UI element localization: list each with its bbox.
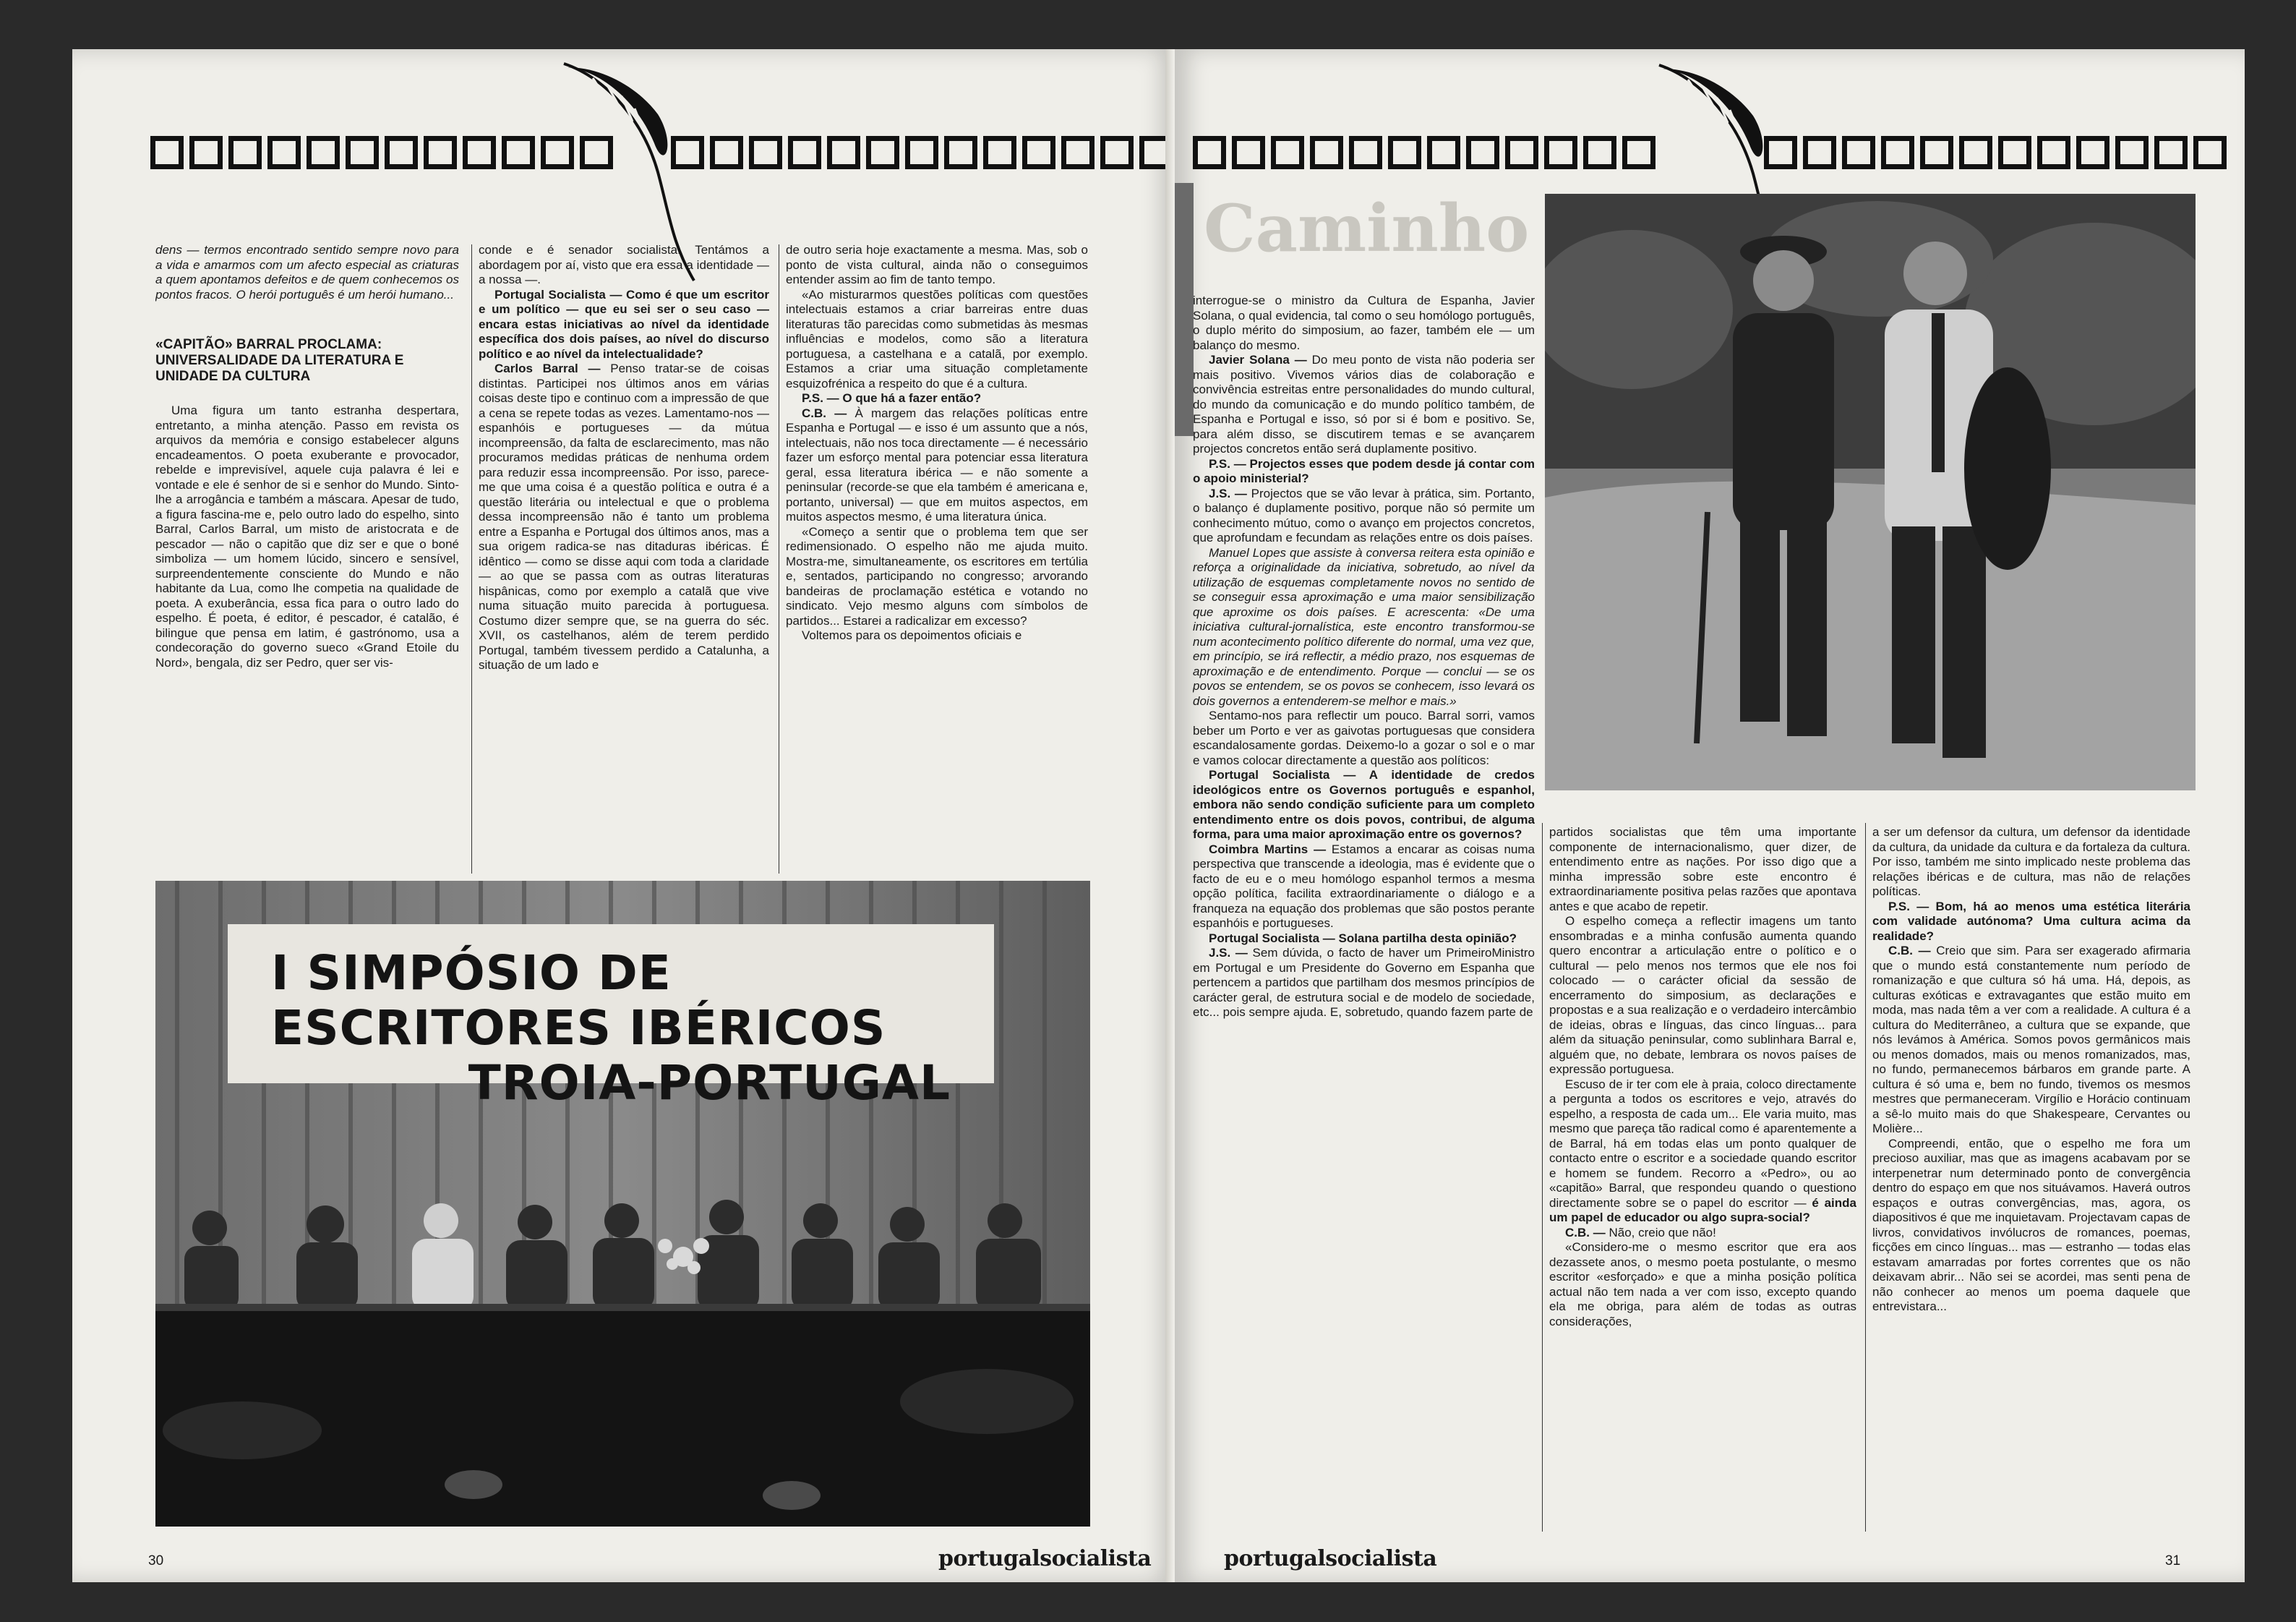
body-paragraph: «Começo a sentir que o problema tem que ser redimensionado. O espelho não me ajuda muito. Mostra-me, simultaneamente, os escritores em tertúlia e, sentados, participando no congresso; arvorando bandeiras de proclamação estética e votando no sindicato. Vejo mesmo alguns com símbolos de partidos... Estarei a radicalizar em excesso? bbox=[786, 524, 1088, 628]
section-heading: «CAPITÃO» BARRAL PROCLAMA: UNIVERSALIDADE DA LITERATURA E UNIDADE DA CULTURA bbox=[155, 337, 404, 384]
speaker: Coimbra Martins — bbox=[1209, 842, 1327, 856]
body-paragraph: Sentamo-nos para reflectir um pouco. Barral sorri, vamos beber um Porto e ver as gaivotas portuguesas que considera escandalosamente gordas. Deixemo-lo a gozar o sol e o mar e vamos colocar directamente a questão aos políticos: bbox=[1193, 709, 1535, 767]
right-column-2 bbox=[1549, 825, 1856, 1532]
answer: Não, creio que não! bbox=[1609, 1225, 1716, 1239]
bleed-strip bbox=[1175, 183, 1194, 436]
decorative-box-row-right bbox=[1193, 136, 1655, 169]
body-paragraph: Compreendi, então, que o espelho me fora um precioso auxiliar, mas que as imagens acabavam por se interpenetrar num determinado ponto de convergência dentro do espaço em que nos situávamos. Haverá outros espaços e outras convergências, mas, agora, os diapositivos é que me inquietavam. Projectavam capas de livros, convidativos invólucros de romances, poemas, ficções em cinco línguas... mas — estranho — todas elas estavam amarradas por fortes correntes que os não deixavam abrir... Não sei se acordei, mas senti pena de não conhecer ao menos um poema daquele que entrevistara... bbox=[1872, 1136, 2190, 1313]
speaker: J.S. — bbox=[1209, 946, 1248, 960]
body-paragraph: «Considero-me o mesmo escritor que era aos dezassete anos, o mesmo poeta postulante, o mesmo escritor «esforçado» e que a minha posição política actual não tem nada a ver com isso, excepto quando ela me obriga, para além de todas as outras considerações, bbox=[1549, 1240, 1856, 1328]
question: Portugal Socialista — Solana partilha desta opinião? bbox=[1209, 931, 1517, 945]
body-paragraph: Escuso de ir ter com ele à praia, coloco directamente a pergunta a todos os escritores e vejo, através do espelho, a resposta de cada um... Ele varia muito, mas mesmo que pareça tão radical como é aparentemente a de Barral, há em todas elas um ponto qualquer de contacto entre o escritor e a sociedade quando escritor e homem se fundem. Recorro a «Pedro», ou ao «capitão» Barral, que respondeu quando o questiono directamente sobre se o papel do escritor — é ainda um papel de educador ou algo supra-social? bbox=[1549, 1077, 1856, 1224]
page-number: 30 bbox=[148, 1553, 164, 1568]
italic-paragraph: Manuel Lopes que assiste à conversa reitera esta opinião e reforça a originalidade da iniciativa, sobretudo, ao nível da utilização de esquemas completamente novos no sentido de se conseguir essa aproximação e uma maior sensibilização que aproxime os dois países. E acrescenta: «De uma iniciativa cultural-jornalística, este encontro transformou-se num acontecimento político diferente do normal, uma vez que, em princípio, se irá reflectir, a médio prazo, nos esquemas de aproximação e de entendimento. Porque — conclui — se os povos se entendem, se os povos se conhecem, isso levará os dois governos a entenderem-se melhor e mais.» bbox=[1193, 545, 1535, 708]
question: P.S. — Projectos esses que podem desde já contar com o apoio ministerial? bbox=[1193, 456, 1535, 485]
body-paragraph: Voltemos para os depoimentos oficiais e bbox=[802, 628, 1022, 642]
right-column-1 bbox=[1193, 294, 1535, 1532]
banner-line-2: TROIA-PORTUGAL bbox=[468, 1055, 951, 1111]
body-paragraph: interrogue-se o ministro da Cultura de Espanha, Javier Solana, o qual evidencia, tal como o seu homólogo português, o duplo mérito do simposium, ao fazer, também ele — um balanço do mesmo. bbox=[1193, 294, 1535, 352]
question: P.S. — Bom, há ao menos uma estética literária com validade autónoma? Uma cultura acima da realidade? bbox=[1872, 899, 2190, 943]
right-page bbox=[1175, 49, 2245, 1582]
question: Portugal Socialista — Como é que um escritor e um político — que eu sei ser o seu caso — encara estas iniciativas ao nível da identidade específica dos dois países, ao nível do discurso político e ao nível da intelectualidade? bbox=[479, 287, 769, 361]
background-heading: Caminho bbox=[1204, 190, 1530, 267]
right-column-3 bbox=[1872, 825, 2190, 1532]
decorative-box-row-left bbox=[150, 136, 613, 169]
answer: Creio que sim. Para ser exagerado afirmaria que o mundo está constantemente num período de romanização e que cultura só há uma. Há, depois, as culturas exóticas e extravagantes que estão muito em moda, mas nada têm a ver com a realidade. A cultura é a cultura do Mediterrâneo, a cultura que se expande, que nós levámos à América. Somos povos germânicos mais ou menos domados, mais ou menos romanizados, mas, no fundo, permanecemos bárbaros em grande parte. A cultura é só uma e, bem no fundo, tivemos os mesmos mestres que permaneceram. Virgílio e Horácio continuam a sê-lo muito mais do que Shakespeare, Cervantes ou Molière... bbox=[1872, 944, 2190, 1135]
speaker: Javier Solana — bbox=[1209, 353, 1307, 367]
body-paragraph: «Ao misturarmos questões políticas com questões intelectuais estamos a criar barreiras entre duas literaturas tão parecidas como submetidas às mesmas influências e modelos, como são a literatura portuguesa, a castelhana e a catalã, por exemplo. Estamos a criar uma situação completamente esquizofrénica a respeito do que é a cultura. bbox=[786, 287, 1088, 390]
ministers-photo bbox=[1545, 194, 2196, 790]
page-number: 31 bbox=[2165, 1553, 2181, 1568]
decorative-box-row-right-2 bbox=[1764, 136, 2227, 169]
left-column-3 bbox=[786, 243, 1088, 879]
left-page bbox=[72, 49, 1175, 1582]
answer: Sem dúvida, o facto de haver um PrimeiroMinistro em Portugal e um Presidente do Governo em Espanha que pertencem a partidos que partilham dos mesmos princípios de carácter geral, de estrutura social e de modelo de sociedade, etc... pois sempre ajuda. E, sobretudo, quando fazem parte de bbox=[1193, 946, 1535, 1019]
question: P.S. — O que há a fazer então? bbox=[802, 391, 982, 405]
answer: Penso tratar-se de coisas distintas. Participei nos últimos anos em várias coisas deste tipo e continuo com a impressão de que a cena se repete todas as vezes. Lamentamo-nos — espanhóis e portugueses — da mútua incompreensão, da falta de esclarecimento, mas não procuramos medidas práticas de nenhuma ordem para reduzir essa incompreensão. Por isso, parece-me que uma coisa é a questão política e outra é a questão literária ou intelectual e que o problema dessa incompreensão não é tanto um problema entre a Espanha e Portugal dos últimos anos, mas a sua origem radica-se nas ditaduras ibéricas. É idêntico — como se disse aqui com toda a claridade — ao que se passa com as outras literaturas hispânicas, como por exemplo a catalã que vive numa situação muito parecida à portuguesa. Costumo dizer sempre que, se na guerra do séc. XVII, os castelhanos, além de terem perdido Portugal, também tivessem perdido a Catalunha, a situação de um lado e bbox=[479, 362, 769, 672]
body-paragraph: a ser um defensor da cultura, um defensor da identidade da cultura, da unidade da cultura e da fortaleza da cultura. Por isso, também me sinto implicado neste problema das relações ibéricas e de cultura, mas não de relações políticas. bbox=[1872, 825, 2190, 898]
speaker: Carlos Barral — bbox=[494, 362, 601, 375]
symposium-photo bbox=[155, 881, 1090, 1527]
left-column-2 bbox=[479, 243, 769, 879]
answer: Projectos que se vão levar à prática, sim. Portanto, o balanço é duplamente positivo, porque não só permite um conhecimento mútuo, como o avanço em projectos concretos, que aprofundam e fecundam as relações entre os dois países. bbox=[1193, 486, 1535, 545]
footer-logo: portugalsocialista bbox=[1224, 1546, 1437, 1571]
symposium-banner bbox=[228, 924, 994, 1111]
speaker: C.B. — bbox=[1888, 944, 1931, 957]
speaker: C.B. — bbox=[802, 406, 847, 420]
decorative-box-row-left-2 bbox=[671, 136, 1173, 169]
body-paragraph: partidos socialistas que têm uma importante componente de internacionalismo, quer dizer, de entendimento entre as nações. Por isso digo que a minha impressão sobre este encontro é extraordinariamente positiva pelas razões que apontava antes e que acabo de repetir. bbox=[1549, 825, 1856, 913]
body-paragraph: de outro seria hoje exactamente a mesma. Mas, sob o ponto de vista cultural, ainda não o conseguimos entender assim ao fim de tanto tempo. bbox=[786, 243, 1088, 286]
banner-line-1: I SIMPÓSIO DE ESCRITORES IBÉRICOS bbox=[271, 945, 886, 1056]
answer: À margem das relações políticas entre Espanha e Portugal — e isso é um assunto que a nós, intelectuais, não nos toca directamente — é necessário fazer um esforço mental para potenciar essa literatura geral, essa literatura ibérica — e não somente a peninsular (recorde-se que ela também é americana e, portanto, universal) — que em muitos aspectos, em muitos aspectos mesmo, é uma literatura única. bbox=[786, 406, 1088, 524]
speaker: C.B. — bbox=[1565, 1225, 1606, 1239]
intro-text: dens — termos encontrado sentido sempre novo para a vida e amarmos com um afecto especial as criaturas a quem apontamos defeitos e de quem conhecemos os pontos fracos. O herói português é um herói humano... bbox=[155, 243, 459, 302]
question: é ainda um papel de educador ou algo supra-social? bbox=[1549, 1195, 1856, 1224]
left-column-1 bbox=[155, 243, 459, 879]
footer-logo: portugalsocialista bbox=[938, 1546, 1152, 1571]
body-paragraph: O espelho começa a reflectir imagens um tanto ensombradas e a minha confusão aumenta quando quero encontrar a articulação entre o político e o cultural — pelo menos nos termos que ele nos foi colocado — o carácter oficial da sessão de encerramento do simposium, as declarações e propostas e a sua realização e o verdadeiro intercâmbio de ideias, obras e línguas, das cinco línguas... para além da situação peninsular, como sublinhara Barral e, alguém que, no debate, lembrara os novos países de expressão portuguesa. bbox=[1549, 914, 1856, 1076]
body-paragraph: Uma figura um tanto estranha despertara, entretanto, a minha atenção. Passo em revista os arquivos da memória e consigo estabelecer alguns encadeamentos. O poeta exuberante e provocador, rebelde e imprevisível, aquele cuja palavra é lei e vontade e ele é senhor de si e senhor do Mundo. Sinto-lhe a arrogância e também a máscara. Apesar de tudo, a figura fascina-me e, pelo outro lado do espelho, sinto Barral, Carlos Barral, um misto de aristocrata e de pescador — não o capitão que diz ser e que o boné simboliza — um homem lúcido, sincero e sensível, surpreendentemente consciente do Mundo e não habitante da Lua, como lhe competia na qualidade de poeta. A exuberância, essa fica para o outro lado do espelho. É poeta, é editor, é pescador, é catalão, é bilingue que pensa em latim, é gastrónomo, usa a condecoração do governo sueco «Grand Etoile du Nord», bengala, diz ser Pedro, quer ser vis- bbox=[155, 404, 459, 670]
question: Portugal Socialista — A identidade de credos ideológicos entre os Governos português e espanhol, embora não sendo condição suficiente para um completo entendimento entre os dois povos, contribui, de alguma forma, para uma maior aproximação entre os governos? bbox=[1193, 768, 1535, 841]
answer: Estamos a encarar as coisas numa perspectiva que transcende a ideologia, mas é evidente que o facto de eu e o meu homólogo espanhol termos a mesma opção política, facilita extraordinariamente o diálogo e a franqueza na equação dos problemas que são postos perante espanhóis e portugueses. bbox=[1193, 842, 1535, 930]
speaker: J.S. — bbox=[1209, 486, 1247, 500]
body-paragraph: conde e é senador socialista. Tentámos a abordagem por aí, visto que era essa a identidade — a nossa —. bbox=[479, 243, 769, 286]
answer: Do meu ponto de vista não poderia ser mais positivo. Vivemos vários dias de colaboração e convivência estreitas entre personalidades do mundo cultural, do mundo da comunicação e do mundo político também, de Espanha e Portugal e isso, só por si é bom e positivo. Se, para além disso, se discutirem temas e se avançarem projectos concretos então será duplamente positivo. bbox=[1193, 353, 1535, 456]
